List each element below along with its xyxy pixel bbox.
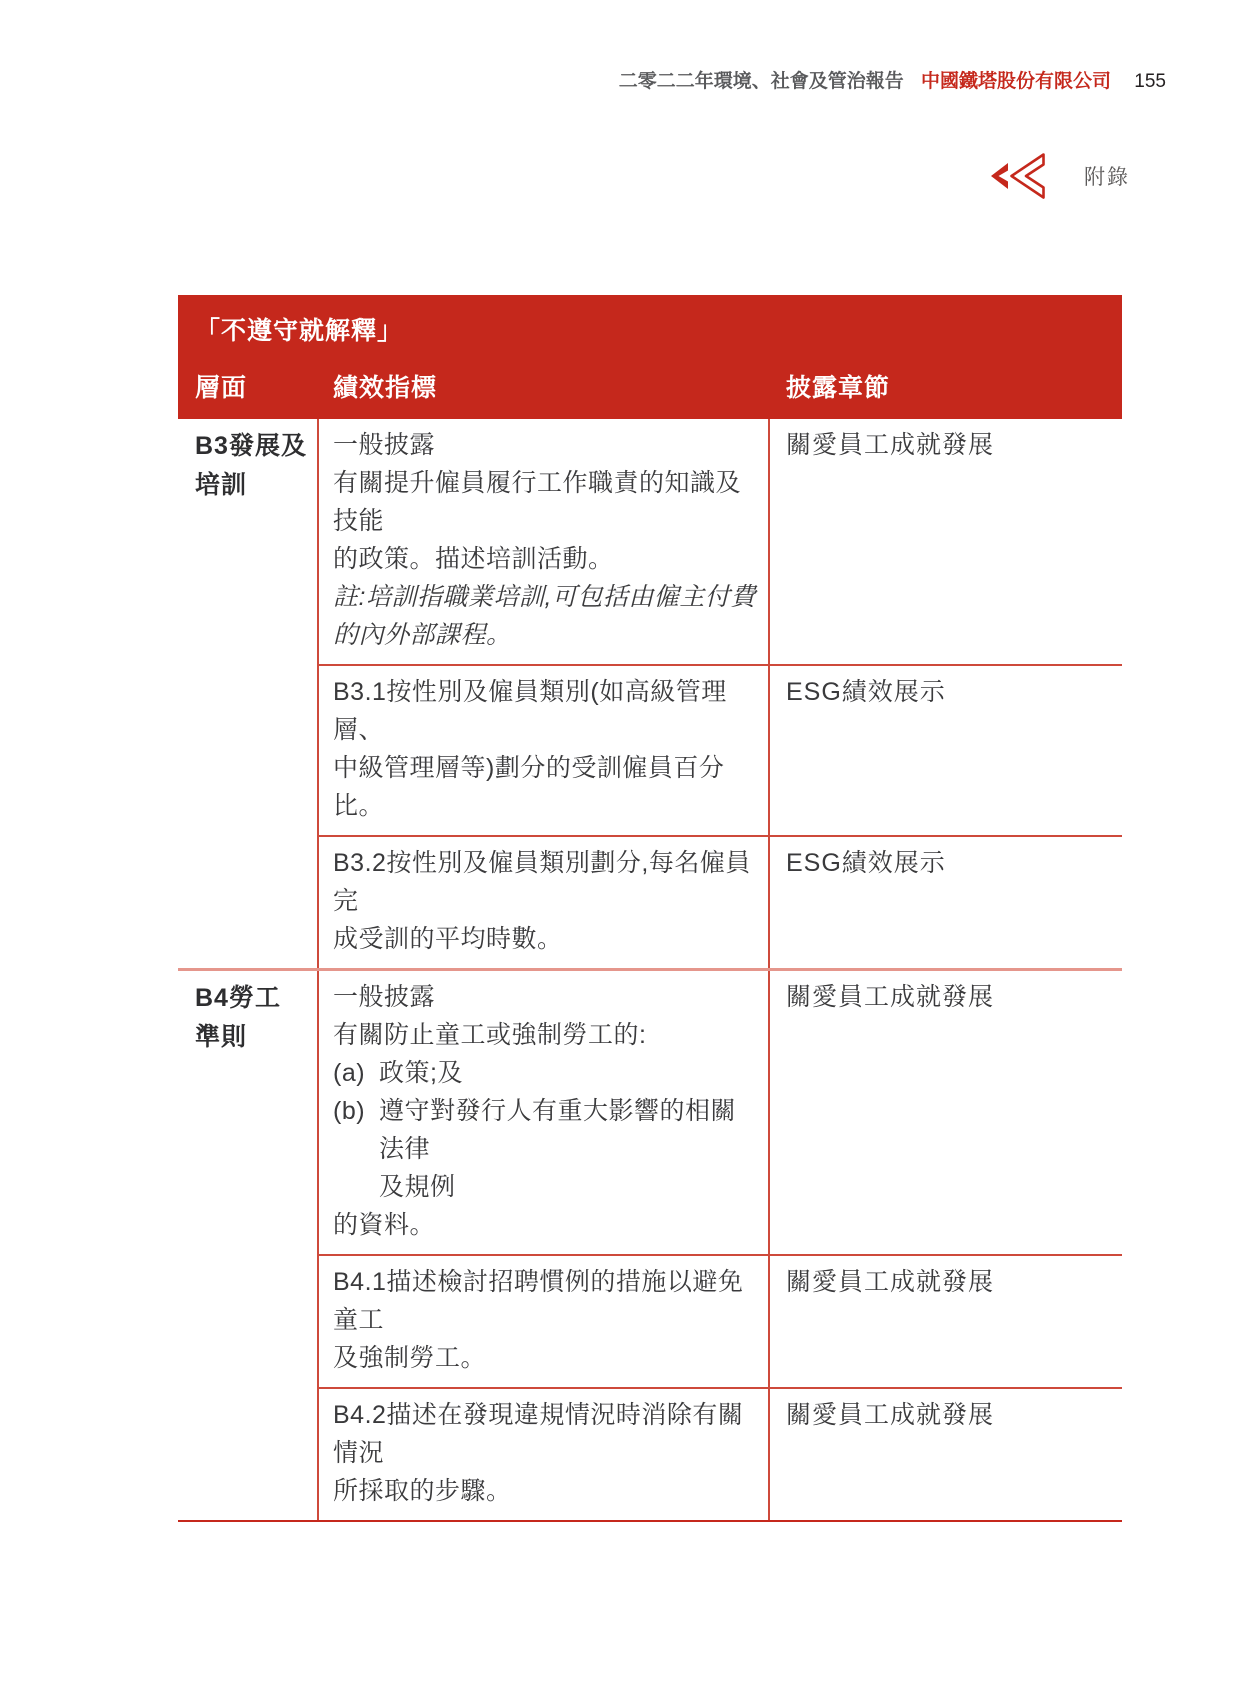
table-row	[319, 1254, 1122, 1387]
table-row	[319, 835, 1122, 968]
list-marker: (a)	[333, 1059, 366, 1087]
kpi-paragraph	[333, 464, 756, 578]
kpi-line: B3.1按性別及僱員類別(如高級管理層、	[333, 678, 727, 744]
table-group	[178, 419, 1122, 968]
appendix-label: 附錄	[1084, 166, 1130, 189]
kpi-line: 有關提升僱員履行工作職責的知識及技能	[333, 469, 742, 535]
column-headers	[178, 368, 1122, 404]
kpi-paragraph	[333, 978, 756, 1016]
kpi-cell	[319, 666, 770, 835]
report-title: 二零二二年環境、社會及管治報告	[618, 71, 904, 92]
kpi-line: 及規例	[379, 1173, 456, 1201]
appendix-marker	[988, 152, 1130, 200]
kpi-line: (b) 遵守對發行人有重大影響的相關法律	[333, 1092, 756, 1168]
kpi-line: 有關防止童工或強制勞工的:	[333, 1021, 647, 1049]
kpi-line: 一般披露	[333, 983, 436, 1011]
kpi-cell	[319, 419, 770, 664]
company-name: 中國鐵塔股份有限公司	[921, 71, 1112, 92]
section-cell: ESG績效展示	[786, 849, 946, 877]
kpi-line: 的政策。描述培訓活動。	[333, 545, 614, 573]
kpi-paragraph	[333, 1396, 756, 1510]
section-cell: 關愛員工成就發展	[786, 1401, 995, 1429]
list-marker: (b)	[333, 1097, 366, 1125]
table-header	[178, 295, 1122, 419]
kpi-line: 所採取的步驟。	[333, 1477, 512, 1505]
section-cell: 關愛員工成就發展	[786, 983, 995, 1011]
table-title: 「不遵守就解釋」	[195, 317, 404, 345]
aspect-cell	[178, 971, 319, 1520]
kpi-line: 中級管理層等)劃分的受訓僱員百分比。	[333, 754, 725, 820]
column-header-section: 披露章節	[786, 374, 891, 402]
column-header-aspect: 層面	[195, 374, 248, 402]
kpi-paragraph	[333, 1263, 756, 1377]
page-header	[619, 70, 1166, 94]
kpi-line: 及強制勞工。	[333, 1344, 487, 1372]
table-row	[319, 664, 1122, 835]
aspect-line: B4勞工	[195, 984, 281, 1012]
esg-table	[178, 295, 1122, 1522]
kpi-line: 一般披露	[333, 431, 436, 459]
kpi-line: 的內外部課程。	[333, 621, 512, 649]
kpi-line: B4.2描述在發現違規情況時消除有關情況	[333, 1401, 744, 1467]
kpi-paragraph	[333, 1054, 756, 1092]
section-cell: 關愛員工成就發展	[786, 1268, 995, 1296]
kpi-line: 註:培訓指職業培訓,可包括由僱主付費	[333, 583, 756, 611]
table-row	[319, 419, 1122, 664]
section-cell: ESG績效展示	[786, 678, 946, 706]
kpi-paragraph	[333, 673, 756, 825]
table-body	[178, 419, 1122, 1522]
group-rows	[319, 419, 1122, 968]
aspect-line: B3發展及	[195, 432, 307, 460]
table-row	[319, 1387, 1122, 1520]
kpi-line: 成受訓的平均時數。	[333, 925, 563, 953]
kpi-paragraph	[333, 844, 756, 958]
kpi-cell	[319, 1389, 770, 1520]
section-cell: 關愛員工成就發展	[786, 431, 995, 459]
kpi-paragraph	[333, 578, 756, 654]
double-chevron-left-icon	[988, 152, 1050, 200]
kpi-cell	[319, 1256, 770, 1387]
kpi-line: B4.1描述檢討招聘慣例的措施以避免童工	[333, 1268, 744, 1334]
kpi-line: B3.2按性別及僱員類別劃分,每名僱員完	[333, 849, 751, 915]
kpi-paragraph	[333, 1206, 756, 1244]
kpi-cell	[319, 971, 770, 1254]
kpi-paragraph	[333, 1016, 756, 1054]
column-header-kpi: 績效指標	[333, 374, 438, 402]
aspect-line: 準則	[195, 1023, 248, 1051]
kpi-paragraph	[333, 426, 756, 464]
aspect-line: 培訓	[195, 471, 248, 499]
table-row	[319, 971, 1122, 1254]
table-group	[178, 968, 1122, 1520]
kpi-line: (a) 政策;及	[333, 1054, 756, 1092]
kpi-cell	[319, 837, 770, 968]
kpi-paragraph	[333, 1092, 756, 1206]
kpi-line: 的資料。	[333, 1211, 436, 1239]
group-rows	[319, 971, 1122, 1520]
aspect-cell	[178, 419, 319, 968]
page-number: 155	[1134, 71, 1166, 92]
